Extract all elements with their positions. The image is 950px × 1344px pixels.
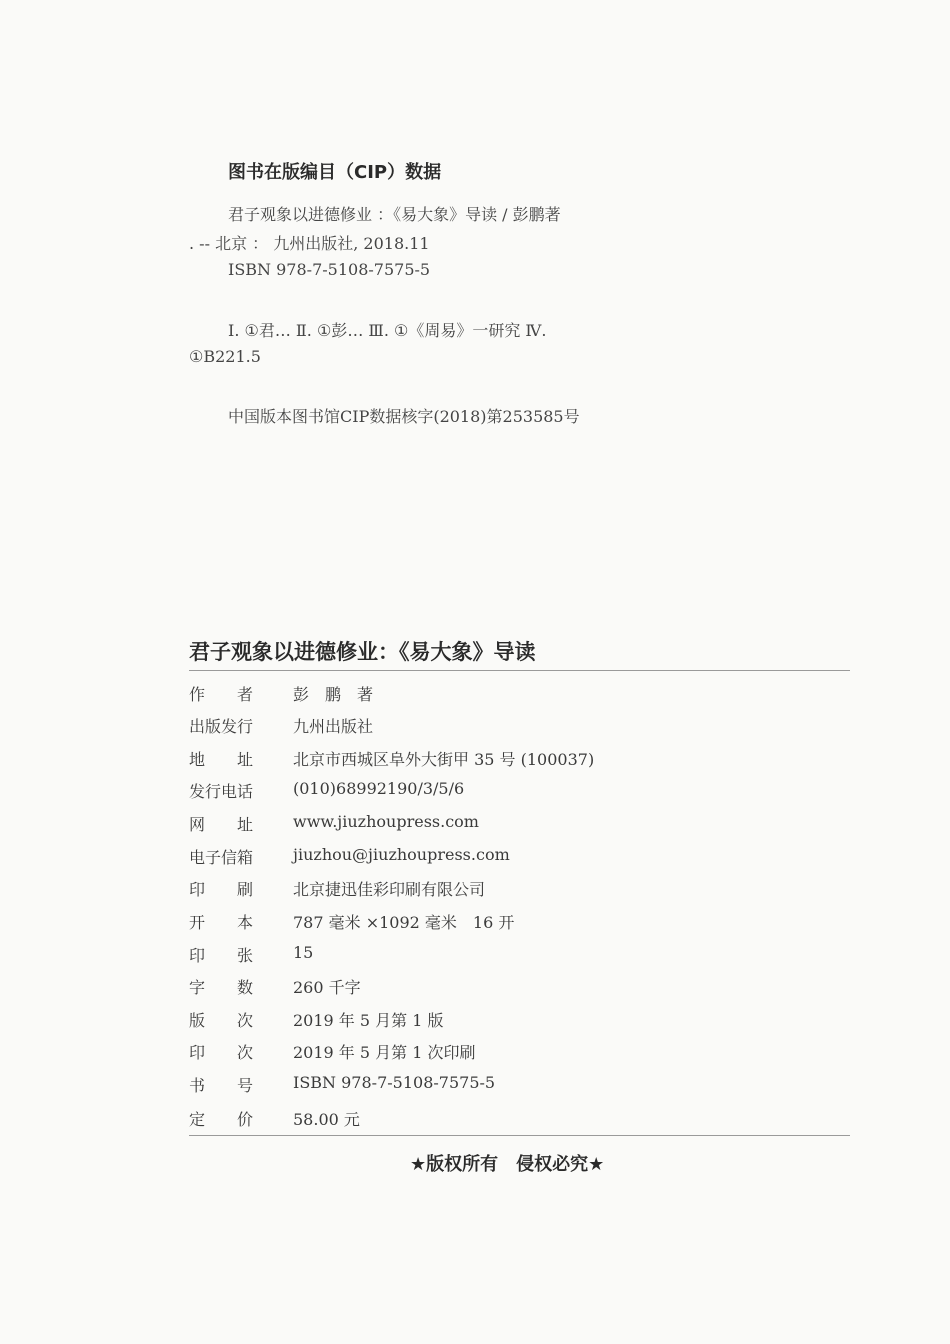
cip-record-number: 中国版本图书馆CIP数据核字(2018)第253585号 — [228, 407, 580, 426]
detail-label: 印 次 — [189, 1043, 254, 1062]
detail-value: 15 — [293, 943, 314, 962]
detail-label: 书 号 — [189, 1076, 254, 1095]
detail-value: 2019 年 5 月第 1 版 — [293, 1011, 444, 1030]
detail-value: 北京市西城区阜外大街甲 35 号 (100037) — [293, 750, 595, 769]
detail-label: 电子信箱 — [189, 848, 254, 867]
detail-label: 印 刷 — [189, 880, 254, 899]
detail-label: 定 价 — [189, 1110, 254, 1129]
detail-value: 彭 鹏 著 — [293, 685, 374, 704]
detail-value: (010)68992190/3/5/6 — [293, 779, 465, 798]
top-divider — [189, 670, 850, 671]
cip-title-line: 君子观象以进德修业 ：《易大象》导读 / 彭鹏著 — [228, 205, 561, 224]
detail-value: 九州出版社 — [293, 717, 374, 736]
detail-value: ISBN 978-7-5108-7575-5 — [293, 1073, 496, 1092]
bottom-divider — [189, 1135, 850, 1136]
cip-heading: 图书在版编目（CIP）数据 — [228, 162, 442, 183]
cip-classification-line: Ⅰ. ①君… Ⅱ. ①彭… Ⅲ. ①《周易》一研究 Ⅳ. — [228, 321, 547, 340]
detail-value: 2019 年 5 月第 1 次印刷 — [293, 1043, 476, 1062]
book-title: 君子观象以进德修业：《易大象》导读 — [189, 640, 536, 664]
detail-label: 开 本 — [189, 913, 254, 932]
cip-publisher-line: . -- 北京 ： 九州出版社, 2018.11 — [189, 234, 430, 253]
cip-classification-code: ①B221.5 — [189, 347, 261, 366]
detail-value: 260 千字 — [293, 978, 361, 997]
copyright-notice: ★版权所有 侵权必究★ — [410, 1154, 605, 1175]
detail-value: jiuzhou@jiuzhoupress.com — [293, 845, 510, 864]
detail-label: 印 张 — [189, 946, 254, 965]
detail-label: 出版发行 — [189, 717, 254, 736]
detail-label: 字 数 — [189, 978, 254, 997]
detail-value: www.jiuzhoupress.com — [293, 812, 479, 831]
detail-label: 网 址 — [189, 815, 254, 834]
detail-value: 787 毫米 ×1092 毫米 16 开 — [293, 913, 515, 932]
cip-isbn-line: ISBN 978-7-5108-7575-5 — [228, 260, 431, 279]
detail-label: 发行电话 — [189, 782, 254, 801]
detail-label: 作 者 — [189, 685, 254, 704]
detail-value: 北京捷迅佳彩印刷有限公司 — [293, 880, 486, 899]
detail-label: 版 次 — [189, 1011, 254, 1030]
detail-label: 地 址 — [189, 750, 254, 769]
detail-value: 58.00 元 — [293, 1110, 360, 1129]
